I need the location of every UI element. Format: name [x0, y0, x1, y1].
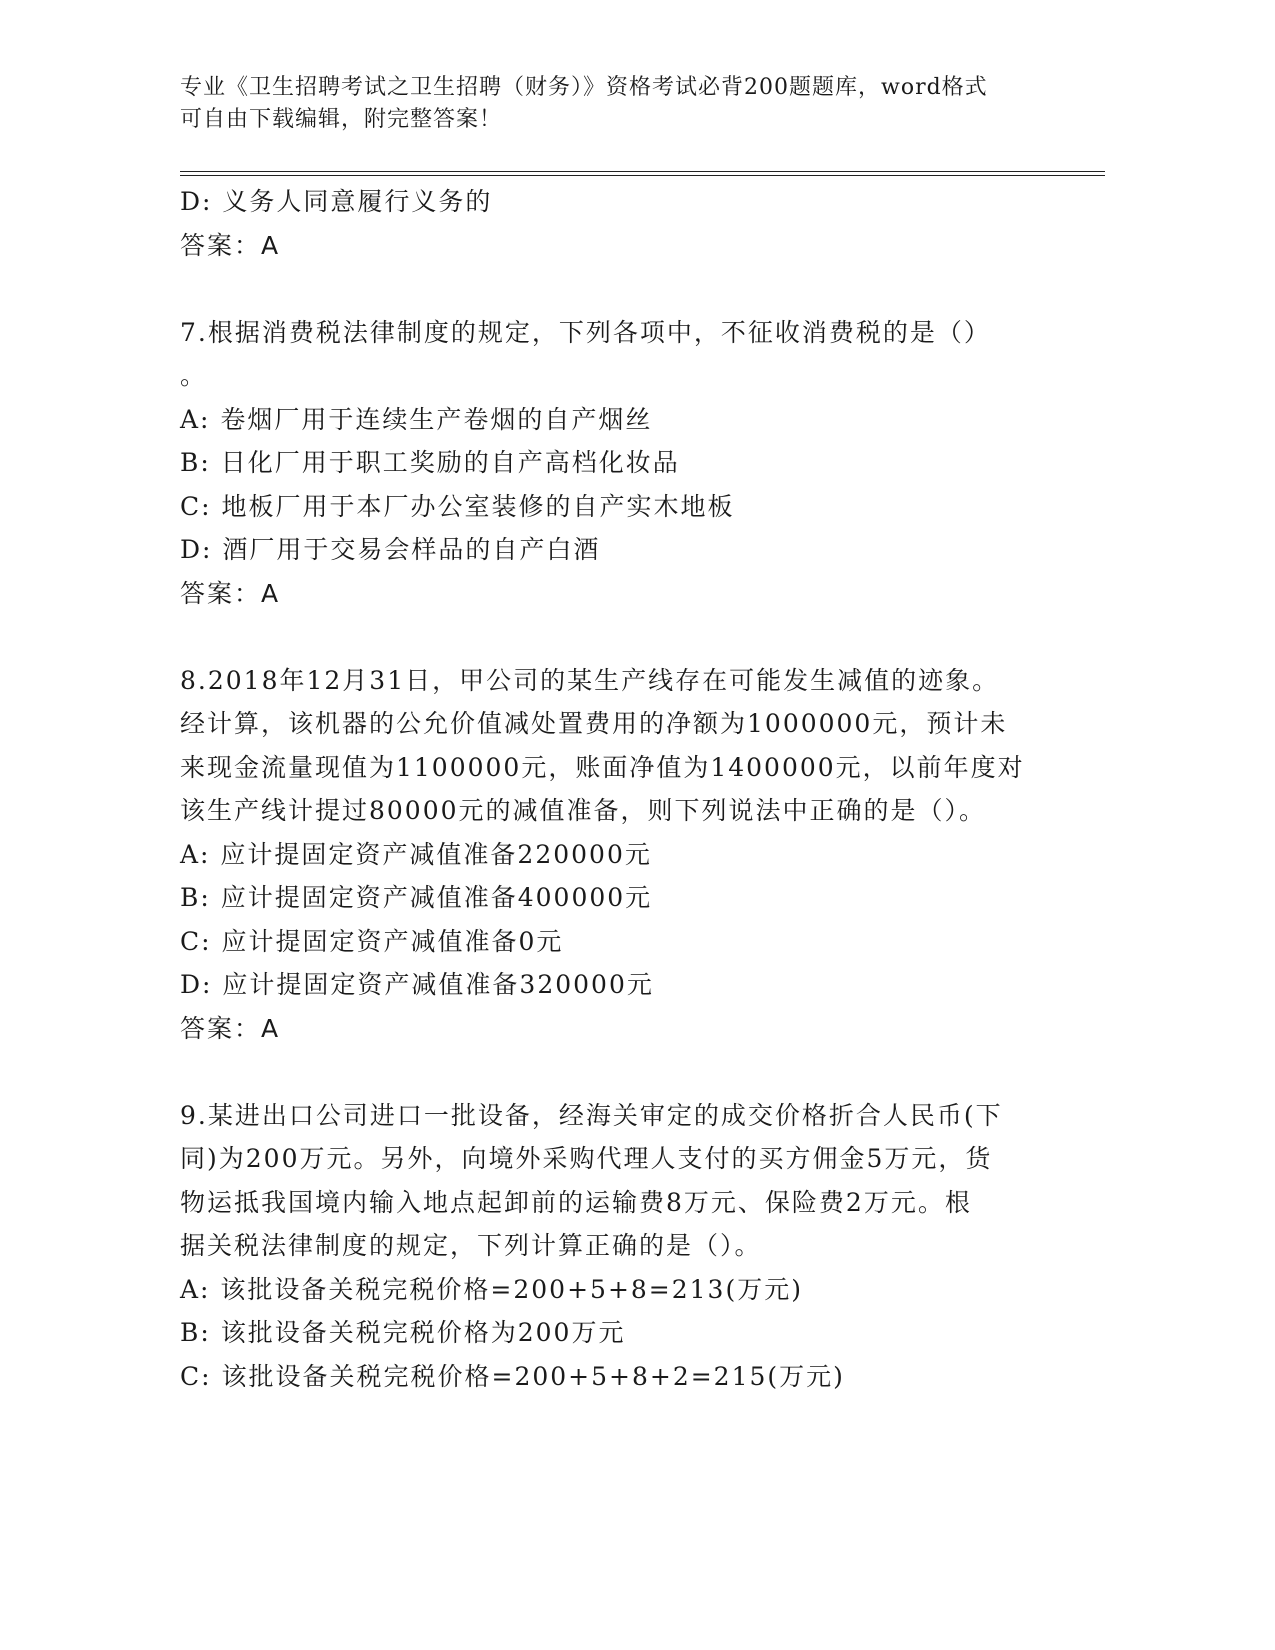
q9-stem-line-1: 9.某进出口公司进口一批设备，经海关审定的成交价格折合人民币(下 [180, 1100, 1003, 1130]
q8-stem-line-3: 来现金流量现值为1100000元，账面净值为1400000元，以前年度对 [180, 752, 1025, 782]
q9-option-b: B: 该批设备关税完税价格为200万元 [180, 1318, 626, 1347]
q9-option-a: A: 该批设备关税完税价格=200+5+8=213(万元) [180, 1274, 803, 1304]
header-line-2: 可自由下载编辑，附完整答案！ [180, 107, 503, 132]
spacer [180, 1050, 1105, 1094]
q9-option-c: C: 该批设备关税完税价格=200+5+8+2=215(万元) [180, 1361, 845, 1391]
spacer [180, 267, 1105, 311]
header-divider-top [180, 171, 1105, 172]
header-line-1: 专业《卫生招聘考试之卫生招聘（财务）》资格考试必背200题题库，word格式 [180, 75, 988, 100]
q8-option-b: B: 应计提固定资产减值准备400000元 [180, 883, 653, 912]
q7-stem-line-1: 7.根据消费税法律制度的规定，下列各项中，不征收消费税的是（） [180, 317, 991, 347]
header-divider-bottom [180, 175, 1105, 176]
q8-stem-line-2: 经计算，该机器的公允价值减处置费用的净额为1000000元，预计未 [180, 709, 1008, 738]
document-header [180, 72, 1080, 136]
q6-answer: 答案：A [180, 230, 281, 260]
q7-answer: 答案：A [180, 578, 281, 608]
q8-option-a: A: 应计提固定资产减值准备220000元 [180, 839, 652, 869]
q7-option-c: C: 地板厂用于本厂办公室装修的自产实木地板 [180, 491, 735, 521]
q9-stem-line-3: 物运抵我国境内输入地点起卸前的运输费8万元、保险费2万元。根 [180, 1187, 972, 1217]
document-body [180, 180, 1105, 1398]
q6-option-d: D: 义务人同意履行义务的 [180, 187, 493, 216]
q8-stem-line-4: 该生产线计提过80000元的减值准备，则下列说法中正确的是（）。 [180, 796, 987, 825]
spacer [180, 615, 1105, 659]
q7-option-b: B: 日化厂用于职工奖励的自产高档化妆品 [180, 448, 680, 477]
q7-stem-line-2: 。 [180, 361, 208, 390]
q9-stem-line-4: 据关税法律制度的规定，下列计算正确的是（）。 [180, 1231, 762, 1260]
q8-answer: 答案：A [180, 1013, 281, 1043]
q8-option-c: C: 应计提固定资产减值准备0元 [180, 926, 564, 956]
q9-stem-line-2: 同)为200万元。另外，向境外采购代理人支付的买方佣金5万元，货 [180, 1144, 993, 1173]
q7-option-a: A: 卷烟厂用于连续生产卷烟的自产烟丝 [180, 404, 653, 434]
q8-stem-line-1: 8.2018年12月31日，甲公司的某生产线存在可能发生减值的迹象。 [180, 665, 1000, 695]
q8-option-d: D: 应计提固定资产减值准备320000元 [180, 970, 654, 999]
q7-option-d: D: 酒厂用于交易会样品的自产白酒 [180, 535, 601, 564]
